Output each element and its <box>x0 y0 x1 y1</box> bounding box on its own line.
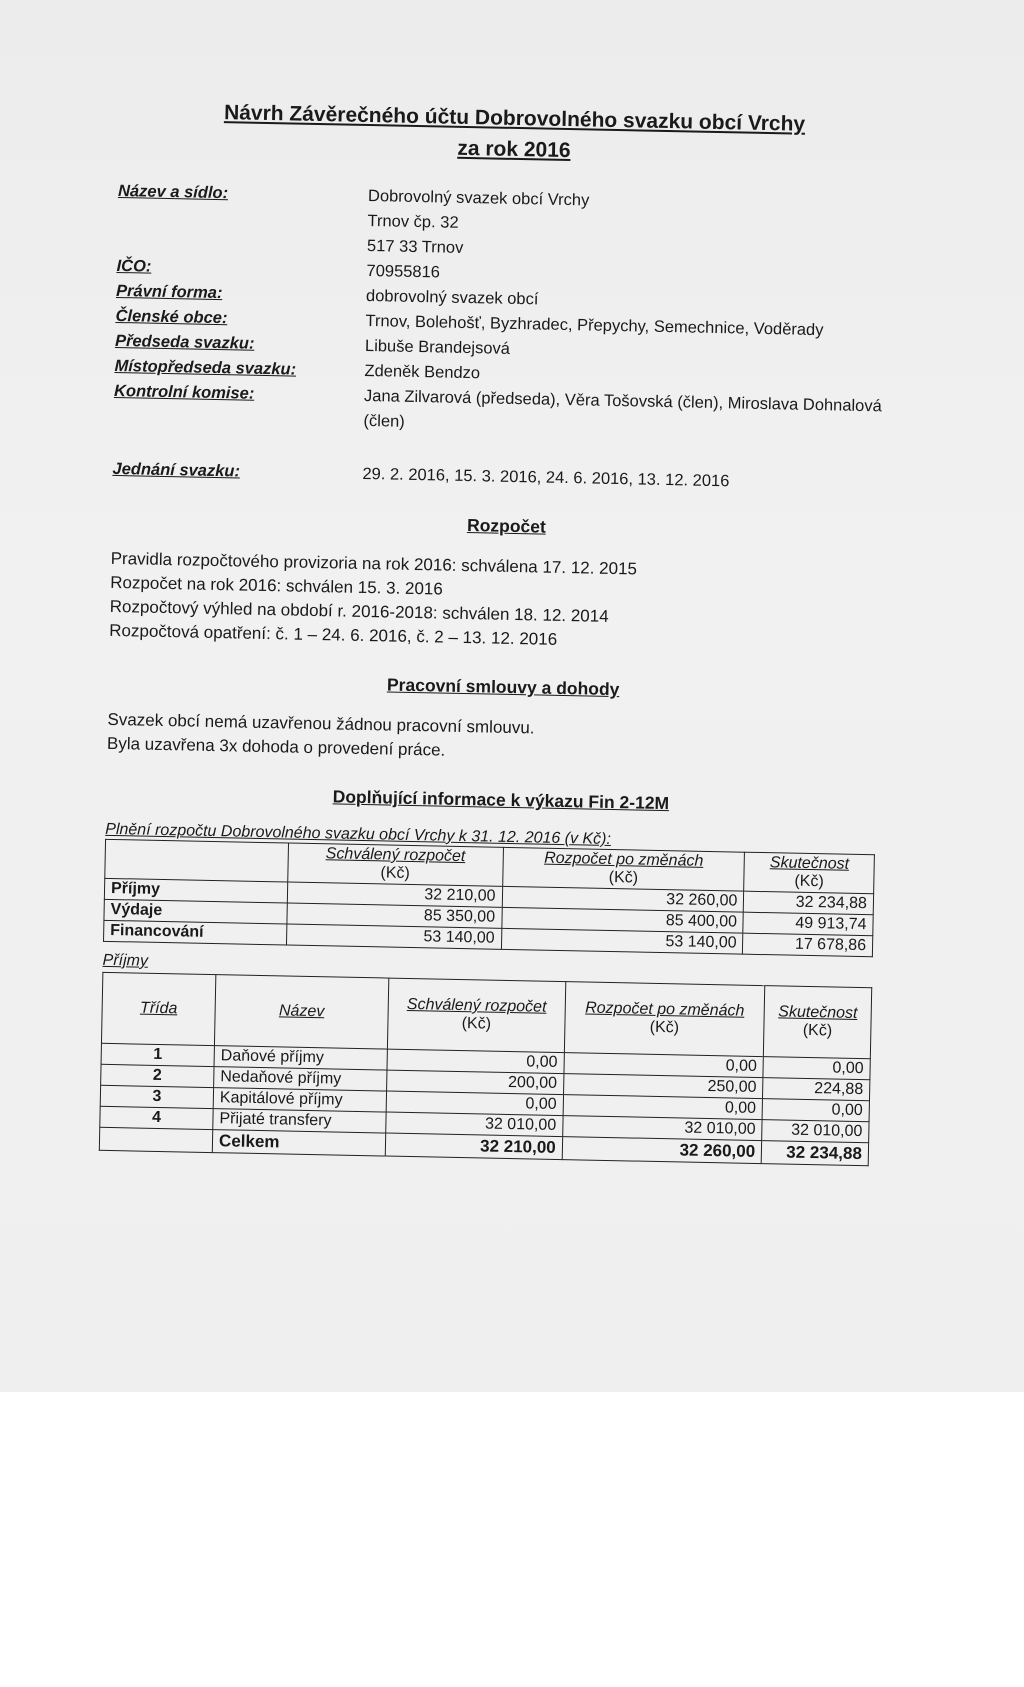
ico-value: 70955816 <box>366 261 441 282</box>
plneni-header-schvaleny-label: Schválený rozpočet <box>325 845 466 866</box>
cell-schvaleny: 0,00 <box>387 1049 564 1074</box>
rozpocet-heading: Rozpočet <box>466 515 546 537</box>
plneni-table <box>103 839 875 957</box>
info-section <box>112 179 908 498</box>
cell-po-zmenach: 32 010,00 <box>562 1116 762 1141</box>
cell-skutecnost: 49 913,74 <box>743 912 873 936</box>
title-line-2: za rok 2016 <box>457 136 571 163</box>
total-po-zmenach: 32 260,00 <box>562 1137 762 1164</box>
cell-schvaleny: 32 210,00 <box>287 882 502 907</box>
cell-skutecnost: 0,00 <box>762 1099 869 1122</box>
cell-po-zmenach: 0,00 <box>563 1095 763 1120</box>
document-page <box>99 95 910 1167</box>
rozpocet-line-1: Pravidla rozpočtového provizoria na rok 2016: schválena 17. 12. 2015 <box>110 548 638 579</box>
total-label: Celkem <box>212 1130 385 1156</box>
cell-po-zmenach: 32 260,00 <box>502 886 744 912</box>
prijmy-header-schvaleny <box>387 978 565 1053</box>
prijmy-header-po-zmenach-label: Rozpočet po změnách <box>585 999 745 1020</box>
prijmy-header-unit: (Kč) <box>649 1018 680 1037</box>
cell-po-zmenach: 53 140,00 <box>501 928 743 954</box>
cell-trida: 1 <box>101 1043 214 1066</box>
nazev-label: Název a sídlo: <box>117 181 229 203</box>
prijmy-header-unit: (Kč) <box>802 1021 833 1040</box>
jednani-value: 29. 2. 2016, 15. 3. 2016, 24. 6. 2016, 13. 12. 2016 <box>362 464 730 491</box>
plneni-header-skutecnost <box>744 852 874 894</box>
prijmy-header-schvaleny-label: Schválený rozpočet <box>406 995 547 1016</box>
pracovni-line-2: Byla uzavřena 3x dohoda o provedení práce. <box>106 733 446 760</box>
prijmy-header-skutecnost <box>764 986 872 1059</box>
nazev-line-2: Trnov čp. 32 <box>367 211 459 232</box>
cell-nazev: Přijaté transfery <box>213 1109 386 1133</box>
mistopredseda-value: Zdeněk Bendzo <box>364 361 481 383</box>
prijmy-header-skutecnost-label: Skutečnost <box>778 1003 858 1022</box>
row-label: Financování <box>104 920 287 945</box>
cell-trida: 4 <box>100 1106 213 1129</box>
cell-schvaleny: 200,00 <box>387 1070 564 1095</box>
cell-po-zmenach: 85 400,00 <box>501 907 743 933</box>
cell-schvaleny: 32 010,00 <box>386 1112 563 1137</box>
title-line-1: Návrh Závěrečného účtu Dobrovolného svazku obcí Vrchy <box>223 101 806 136</box>
pravni-forma-label: Právní forma: <box>115 281 223 303</box>
cell-skutecnost: 32 010,00 <box>762 1120 869 1143</box>
row-label: Příjmy <box>104 878 287 903</box>
nazev-line-3: 517 33 Trnov <box>366 236 464 257</box>
plneni-header-po-zmenach-label: Rozpočet po změnách <box>543 849 704 870</box>
plneni-header-unit: (Kč) <box>608 868 639 887</box>
cell-po-zmenach: 0,00 <box>564 1053 764 1078</box>
predseda-value: Libuše Brandejsová <box>364 336 511 358</box>
plneni-header-empty <box>105 839 289 882</box>
row-label: Výdaje <box>104 899 287 924</box>
plneni-header-po-zmenach <box>502 847 745 891</box>
cell-skutecnost: 17 678,86 <box>743 933 873 957</box>
cell-skutecnost: 32 234,88 <box>744 891 874 915</box>
cell-schvaleny: 53 140,00 <box>286 924 501 949</box>
cell-nazev: Nedaňové příjmy <box>214 1067 387 1091</box>
rozpocet-section <box>109 547 901 659</box>
pracovni-heading: Pracovní smlouvy a dohody <box>386 674 620 700</box>
nazev-line-1: Dobrovolný svazek obcí Vrchy <box>367 186 590 210</box>
clenske-obce-label: Členské obce: <box>115 306 228 328</box>
jednani-label: Jednání svazku: <box>112 459 241 481</box>
pracovni-line-1: Svazek obcí nemá uzavřenou žádnou pracovní smlouvu. <box>107 709 535 738</box>
total-skutecnost: 32 234,88 <box>761 1141 868 1166</box>
prijmy-header-po-zmenach <box>564 982 765 1057</box>
fin-heading: Doplňující informace k výkazu Fin 2-12M <box>332 786 670 814</box>
rozpocet-line-2: Rozpočet na rok 2016: schválen 15. 3. 2016 <box>110 572 444 599</box>
kontrolni-komise-label: Kontrolní komise: <box>113 381 255 403</box>
cell-nazev: Kapitálové příjmy <box>213 1088 386 1112</box>
plneni-header-skutecnost-label: Skutečnost <box>769 854 850 873</box>
nazev-value <box>367 184 908 270</box>
cell-skutecnost: 0,00 <box>763 1057 870 1080</box>
kontrolni-komise-value: Jana Zilvarová (předseda), Věra Tošovská (člen), Miroslava Dohnalová (člen) <box>363 386 882 431</box>
plneni-caption: Plnění rozpočtu Dobrovolného svazku obcí Vrchy k 31. 12. 2016 (v Kč): <box>105 820 612 849</box>
rozpocet-line-4: Rozpočtová opatření: č. 1 – 24. 6. 2016, č. 2 – 13. 12. 2016 <box>109 620 558 649</box>
cell-trida: 3 <box>100 1085 213 1108</box>
plneni-header-unit: (Kč) <box>380 864 411 882</box>
total-schvaleny: 32 210,00 <box>385 1133 562 1160</box>
clenske-obce-value: Trnov, Bolehošť, Byzhradec, Přepychy, Semechnice, Voděrady <box>365 311 824 340</box>
ico-label: IČO: <box>116 256 152 276</box>
pravni-forma-value: dobrovolný svazek obcí <box>365 286 539 309</box>
prijmy-header-trida <box>101 972 215 1045</box>
cell-schvaleny: 0,00 <box>386 1091 563 1116</box>
mistopredseda-label: Místopředseda svazku: <box>114 356 297 379</box>
prijmy-header-nazev-label: Název <box>278 1002 325 1021</box>
cell-skutecnost: 224,88 <box>763 1078 870 1101</box>
plneni-header-schvaleny <box>288 843 503 886</box>
cell-schvaleny: 85 350,00 <box>287 903 502 928</box>
info-row-jednani <box>112 457 902 498</box>
cell-trida-empty <box>99 1127 212 1152</box>
cell-nazev: Daňové příjmy <box>214 1046 387 1070</box>
prijmy-header-trida-label: Třída <box>139 999 178 1018</box>
pracovni-section <box>107 708 898 772</box>
prijmy-caption: Příjmy <box>102 951 149 970</box>
prijmy-header-nazev <box>214 975 388 1049</box>
prijmy-header-unit: (Kč) <box>461 1015 492 1033</box>
predseda-label: Předseda svazku: <box>114 331 255 353</box>
prijmy-table <box>99 972 872 1166</box>
rozpocet-line-3: Rozpočtový výhled na období r. 2016-2018: schválen 18. 12. 2014 <box>109 596 609 626</box>
cell-trida: 2 <box>101 1064 214 1087</box>
plneni-header-unit: (Kč) <box>794 872 824 891</box>
cell-po-zmenach: 250,00 <box>563 1074 763 1099</box>
